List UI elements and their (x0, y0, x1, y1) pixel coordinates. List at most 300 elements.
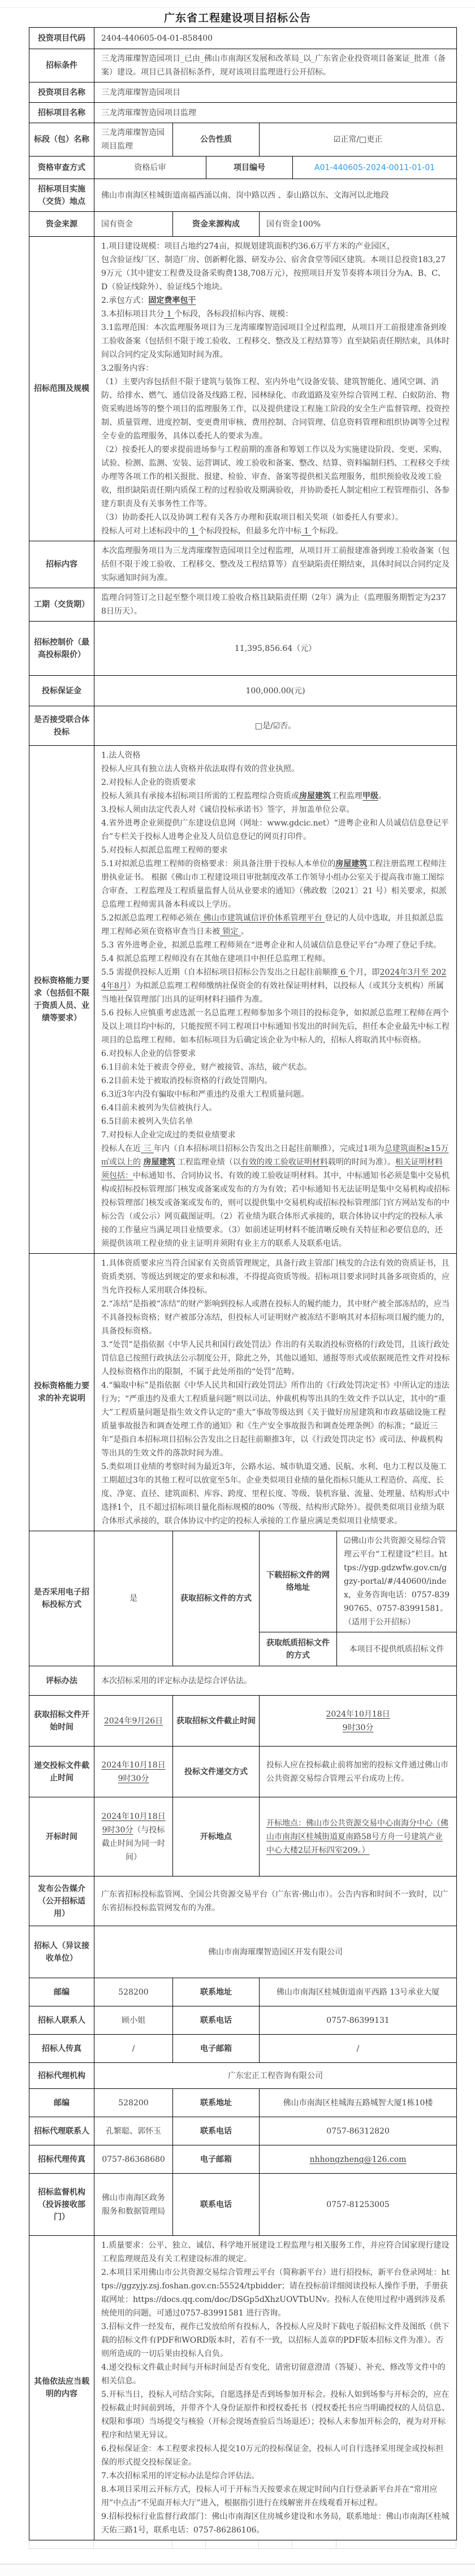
text-run: 包含验证线厂区、制造厂房、创新孵化器、研发办公、宿舍食堂等园区建筑。本项目总投资183,279万元（其中建安工程费及设备采购费138,708万元），按照项目开发节奏将本项目分为A、B、C、D（验证线除外）、验证线5个地块。 (101, 255, 446, 292)
table-row (29, 2035, 457, 2063)
text-run: 投资项目代码 (38, 33, 85, 43)
text-run: 1 (188, 527, 198, 536)
row-value (260, 2006, 457, 2035)
text-run: 三龙湾璀璨智造园项目监理 (101, 108, 196, 118)
row-label (29, 157, 94, 179)
text-run: 招标内容 (46, 560, 77, 569)
ghost-cell (94, 2540, 172, 2549)
text-run: 。 (378, 792, 386, 801)
text-run: 佛山市南海区桂城街道南福西涌以南、岗中路以西 、泰山路以东、文海河以北地段 (101, 190, 389, 200)
row-label (173, 2117, 260, 2145)
text-run: 联系电话 (200, 2126, 232, 2136)
table-row (29, 82, 457, 103)
text-run: 5.2拟派总监理工程师必须在 (101, 914, 201, 923)
row-value (94, 157, 206, 179)
row-label (29, 2063, 94, 2089)
text-run: / (132, 2044, 135, 2053)
row-label (173, 2145, 260, 2174)
row-value (94, 1531, 173, 1666)
ghost-row (29, 2540, 456, 2549)
row-label (206, 157, 293, 179)
text-run: 佛山市建筑诚信评价体系管理平台 (201, 914, 325, 923)
row-value (94, 1876, 457, 1926)
text-run[interactable]: nhhongzheng@126.com (309, 2154, 407, 2164)
text-run: 招标人传真 (42, 2044, 81, 2053)
text-run: 房屋建筑 (299, 792, 331, 801)
text-run: 9.招标投标行业监督行政部门：佛山市南海区住房城乡建设和水务局，联系地址：佛山市南海区桂城天佑三路1号，联系电话：0757-86286106。 (101, 2512, 450, 2535)
row-value (94, 2063, 457, 2089)
text-run[interactable]: A01-440605-2024-0011-01-01 (314, 163, 435, 172)
text-run: 电子邮箱 (200, 2154, 232, 2164)
table-row (29, 1926, 457, 1978)
text-run: 国有资金 (101, 219, 133, 229)
row-label (29, 622, 94, 676)
table-row (29, 2174, 457, 2236)
text-run: 1.具体资质要求应当符合国家有关资质管理规定，具备行政主管部门核发的合法有效的资质证书，且资质类别、等级达到规定的要求和标准，不得提高资质等级。招标项目要求同时具备多项资质的，应当允许投标人采用联合体投标。 (101, 1259, 450, 1295)
text-run: 个标段投标，但最多允许中标 (198, 527, 301, 536)
row-label (173, 2006, 260, 2035)
text-run: 资金来源构成 (192, 219, 240, 229)
text-run: 获取招标文件截止时间 (176, 1716, 256, 1726)
text-run: 2024年9月26日 (103, 1716, 163, 1726)
table-row (29, 2236, 457, 2540)
ghost-cell (259, 2540, 292, 2549)
text-run: 递交投标文件截止时间 (34, 1761, 89, 1783)
row-label (29, 2174, 94, 2236)
row-value (94, 2035, 173, 2063)
footer-divider (0, 2564, 475, 2576)
row-value (94, 746, 457, 1254)
text-run: 8.本项目采用云开标方式，投标人可于开标当天按要求在规定时间内自行登录新平台并在“常用应用”中点击“不见面开标大厅”进入，根据指引进行在线解密并在线观看开标过程。 (101, 2485, 438, 2508)
row-value (94, 1926, 457, 1978)
table-row (29, 622, 457, 676)
text-run: （3）协助委托人以及协调工程有关各方办理和获取项目相关奖项（如委托人有要求）。 (101, 513, 403, 522)
row-value (94, 28, 457, 49)
text-run: 有效的竣工验收证明材料 (240, 1158, 328, 1167)
table-row (29, 1747, 457, 1797)
row-label (29, 588, 94, 622)
text-run: 2024年10月18日 (326, 1709, 390, 1719)
row-label (29, 541, 94, 588)
page-title: 广东省工程建设项目招标公告 (163, 12, 311, 24)
row-label (173, 1696, 260, 1747)
text-run: 9时30分 (342, 1723, 374, 1732)
text-run: / (356, 2044, 360, 2053)
table-row (29, 2006, 457, 2035)
text-run: 528200 (118, 2098, 149, 2108)
text-run: 佛山市南海区政务服务和数据管理局 (102, 2193, 165, 2216)
row-label (29, 1926, 94, 1978)
text-run: 招标项目实施（交货）地点 (38, 184, 85, 206)
row-value (94, 541, 457, 588)
text-run: 监理合同签订之日起至整个项目竣工验收合格且缺陷责任期（2年）满为止（监理服务期暂定为2378日历天）。 (101, 593, 446, 616)
text-run: 投资项目名称 (38, 88, 85, 97)
table-row (29, 212, 457, 237)
text-run: 工程注册监理工程师注册执业证书。 根据《佛山市工程建设项目审批制度改革工作领导小组办公室关于提高我市施工图综合审查、工程监理及工程质量监督人员从业要求的通知》（佛政数〔2021〕21 号）相关要求，拟派总监理工程师需具备本科或以上学历。 (101, 859, 447, 909)
row-value (260, 1747, 457, 1797)
table-row (29, 2145, 457, 2174)
text-run: 6.2目前未处于被取消投标资格的行政处罚期内。 (101, 1076, 273, 1085)
text-run: 100,000.00(元) (245, 686, 305, 696)
announcement-table-body (29, 28, 457, 2540)
text-run: 招标代理联系人 (34, 2126, 89, 2136)
row-value (260, 2089, 457, 2117)
text-run: 项目编号 (234, 163, 265, 172)
text-run: 获取招标文件开始时间 (34, 1710, 89, 1732)
row-value (94, 1666, 457, 1696)
text-run: 投标资格能力要求的补充说明 (34, 1382, 89, 1403)
text-run: 房屋建筑 (335, 859, 368, 868)
text-run: 其他依法应当载明的内容 (34, 2377, 89, 2399)
text-run: 下载招标文件的网络地址 (266, 1571, 330, 1592)
text-run: 投标人在近 (101, 1144, 141, 1153)
row-label (29, 2006, 94, 2035)
text-run: 联系地址 (200, 2098, 232, 2108)
text-run: 5.4 拟派总监理工程师没有在其他在建项目中担任总监理工程师。 (101, 954, 330, 963)
text-run: 投标资格能力要求（包括但不限于资质人员、业绩等要求） (34, 976, 89, 1023)
text-run: 邮编 (54, 2098, 70, 2108)
table-row (29, 28, 457, 49)
text-run: 4.“骗取中标”是指依据《中华人民共和国行政处罚法》所作出的《行政处罚决定书》中所认定的违法行为；“严重违约及重大工程质量问题”则以司法、仲裁机构等出具的生效文件予以认定，其中的“重大”工程质量问题是指生效文件认定的“重大”事故等级达到《关于做好房屋建筑和市政基础设施工程质量事故报告和调查处理工作的通知》和《生产安全事故报告和调查处理条例》的标准；“最近三年”是指自本招标项目招标公告发出之日起往前顺推3年，以《行政处罚决定书》或司法、仲裁机构等出具的生效文件的落款时间为准。 (101, 1381, 450, 1458)
ghost-cell (336, 2540, 456, 2549)
text-run: 三龙湾璀璨智造园项目 (101, 88, 180, 97)
text-run: 三龙湾璀璨智造园项目监理 (101, 128, 165, 151)
text-run: 招标代理机构 (38, 2071, 85, 2080)
text-run: 3.投标人须由法定代表人对《诚信投标承诺书》签字，并加盖单位公章。 (101, 805, 355, 814)
row-label (29, 1876, 94, 1926)
text-run: 国有资金100% (266, 219, 321, 229)
text-run: 11,395,856.64（元） (234, 644, 317, 653)
row-value (94, 103, 457, 123)
table-row (29, 49, 457, 82)
text-run: 工程监理业绩（以 (175, 1158, 241, 1167)
table-row (29, 103, 457, 123)
row-value (94, 123, 173, 157)
text-run: 资格后审 (134, 163, 166, 172)
table-row (29, 588, 457, 622)
text-run: 开标时间 (46, 1832, 77, 1841)
text-run: 获取招标文件的方式 (180, 1594, 252, 1603)
row-value (94, 2089, 173, 2117)
row-value (260, 2117, 457, 2145)
text-run: 3.“处罚”是指依据《中华人民共和国行政处罚法》作出的有关取消投标资格的行政处罚，且该行政处罚信息已按照行政执法公示制度公开，除此之外，其他以通知、通报等形式或依据规范性文件对投标人投标资格作出的限制，不属于此处所指的“处罚”范畴。 (101, 1340, 450, 1376)
text-run: 6.3近3年内没有骗取中标和严重违约及重大工程质量问题。 (101, 1090, 309, 1099)
table-row (29, 676, 457, 706)
text-run: 0757-86399131 (326, 2015, 390, 2025)
text-run: 个月，即 (348, 968, 380, 977)
text-run: 佛山市南海区桂城海五路城智大厦1栋10楼 (283, 2098, 433, 2108)
row-value (94, 2236, 457, 2540)
row-label (29, 82, 94, 103)
text-run: 本次招标采用的评定标办法是综合评估法。 (101, 1676, 252, 1686)
row-label (29, 706, 94, 746)
text-run: 1 (164, 310, 175, 319)
text-run: 招标人联系人 (38, 2015, 85, 2025)
text-run: 总建筑面积≥15万㎡或以上的 (101, 1144, 449, 1167)
text-run: 广东省招标投标监管网、全国公共资源交易平台（广东省·佛山市）。公告内容和时间不一致时，以广东省招标投标监管网发布的为准。 (101, 1889, 448, 1913)
text-run: 招标控制价（最高投标限价） (34, 637, 89, 659)
text-run: 开标地点：佛山市公共资源交易中心南海分中心（佛山市南海区桂城街道夏南路58号方舟一号建筑产业中心大楼2层开标四室209。） (266, 1818, 448, 1855)
text-run: ）为拟派总监理工程师缴纳社保资金的有效社保证明材料，以投标人（或其分支机构）所属当地社保管理部门出具的证明材料扫描件为准。 (101, 981, 444, 1004)
text-run: 招标范围及规模 (34, 384, 89, 393)
row-label (173, 212, 260, 237)
text-run: 佛山市南海璀璨智造园区开发有限公司 (208, 1947, 343, 1957)
text-run: ☑佛山市公共资源交易综合管理云平台“工程建设”栏目。https://ygp.gdzwfw.gov.cn/ggzy-portal/#/440600/index，业务咨询电话：0757-83990765、0757-83991581。（适用于公开招标） (344, 1536, 450, 1627)
text-run: 0757-86312820 (326, 2126, 390, 2136)
row-value (94, 2174, 173, 2236)
row-label (29, 2145, 94, 2174)
text-run: 6.投标保证金：本工程要求投标人提交10万元的投标保证金，投标人可自行选择采用现金或投标担保的形式提交投标保证金。 (101, 2444, 444, 2467)
text-run: 中标通知书、合同协议书、有效的竣工验收证明材料。其中，中标通知书必须是集中交易机构或招标投标管理部门核发或备案或发布的方为有效；若中标通知书无法证明是集中交易机构或招标投标管理部门核发或备案或发布的，则可以提供集中交易机构或招标投标管理部门官方网站发布的中标公告（或公示）网页截图证明。（2）若业绩为联合体形式承接的，联合体协议中约定的投标人承接的工作量应当满足项目业绩要求。（3）如前述证明材料不能清晰反映有关特征和必要信息的，还须提供该项工程业绩的业主证明并须附有业主方的联系人及联系电话。 (101, 1171, 450, 1248)
text-run: 是否接受联合体投标 (34, 715, 89, 737)
row-value (94, 49, 457, 82)
table-row (29, 1797, 457, 1876)
row-label (29, 1747, 94, 1797)
row-label (173, 1531, 260, 1666)
text-run: 1.质量要求：公平、独立、诚信、科学地开展建设工程监理与相关服务工作，并应符合国家现行建设工程监理规范及有关工程建设标准的规定。 (101, 2241, 450, 2264)
row-value (94, 2117, 173, 2145)
text-run: 2024年3月至 2024年8月 (101, 968, 447, 991)
text-run: 顾小姐 (122, 2015, 145, 2025)
agency-email-link[interactable] (260, 2145, 457, 2174)
table-row (29, 2063, 457, 2089)
text-run: 4.省外进粤企业须提供广东建设信息网（网址：www.gdcic.net）“进粤企业和人员诚信信息登记平台”专栏关于投标人进粤企业及人员信息登记的网页打印件。 (101, 819, 449, 841)
table-row (29, 157, 457, 179)
row-value (94, 212, 173, 237)
row-label (173, 2174, 260, 2236)
text-run: 6.5目前未被列入失信名单 (101, 1117, 193, 1126)
table-row (29, 1696, 457, 1747)
row-label (29, 2035, 94, 2063)
row-value (94, 1978, 173, 2006)
row-value (260, 1978, 457, 2006)
row-label (173, 2089, 260, 2117)
table-row (29, 237, 457, 541)
text-run: 1.法人资格 (101, 751, 141, 760)
row-label (173, 1747, 260, 1797)
text-run: 三龙湾璀璨智造园项目_已由_佛山市南海区发展和改革局_以_广东省企业投资项目备案证_批准（备案）建设。项目已具备招标条件，现对该项目监理进行公开招标。 (101, 54, 446, 77)
text-run: 佛山市南海区桂城街道南平西路 13号承业大厦 (276, 1987, 440, 1997)
text-run: 7.本次招标采用的评定标办法是综合评估法。 (101, 2471, 260, 2481)
row-label (29, 103, 94, 123)
text-run: 2404-440605-04-01-858400 (101, 33, 213, 43)
text-run: 三 (141, 1144, 154, 1153)
text-run: 开标地点 (200, 1832, 232, 1841)
text-run: 。 (240, 927, 249, 936)
ghost-cell (172, 2540, 206, 2549)
row-label (173, 1978, 260, 2006)
text-run: 固定费率包干 (148, 296, 196, 305)
text-run: 6.4目前未被列为失信被执行人。 (101, 1104, 217, 1113)
tender-announcement-table (29, 27, 457, 2540)
text-run: 个标段，各标段招标内容、规模： (174, 310, 293, 319)
text-run: 3.1监理范围：本次监理服务项目为三龙湾璀璨智造园项目全过程监理，从项目开工前报建准备到竣工验收备案（包括但不限于竣工验收、工程移交、整改及工程结算等）直至缺陷责任期结束，具体时间以合同约定及实际通知时间为准。 (101, 323, 450, 359)
text-run: 1 (301, 527, 312, 536)
row-label (29, 212, 94, 237)
text-run: 是 (129, 1594, 137, 1603)
text-run: 投标人应在投标截止前将加密的投标文件通过佛山市公共资源交易综合管理云平台成功上传。 (266, 1760, 448, 1783)
text-run: 投标文件递交方式 (184, 1767, 248, 1776)
row-value (260, 2035, 457, 2063)
row-value (94, 706, 457, 746)
row-label (29, 1254, 94, 1531)
text-run: 登记的人员中选取，并且拟派总监理工程师必须在资格审查当日未被 (101, 914, 444, 936)
row-label (29, 746, 94, 1254)
text-run: 房屋建筑 (143, 1158, 175, 1167)
row-value (94, 2006, 173, 2035)
row-value (94, 1747, 173, 1797)
text-run: 0757-86368680 (102, 2154, 165, 2164)
row-label (29, 676, 94, 706)
text-run: 招标项目名称 (38, 108, 85, 118)
text-run: 锁定 (220, 927, 241, 936)
text-run: 5.1对拟派总监理工程师的资格要求：须具备注册于投标人本单位的 (101, 859, 336, 868)
text-run: 3.招标文件一经发布，视作已发放给所有投标人，各投标人应及时下载电子版招标文件及图纸（供下载的招标文件有PDF和WORD版本时，若有不一致，以招标人盖章的PDF版本招标文件为准）。否则所造成的一切后果由投标人自负。 (101, 2322, 450, 2358)
table-row (29, 746, 457, 1254)
table-row (29, 2117, 457, 2145)
text-run: 甲级 (362, 792, 378, 801)
row-value (94, 676, 457, 706)
row-label (173, 123, 260, 157)
text-run: 1.项目建设规模：项目占地约274亩，拟规划建筑面积约36.6万平方米的产业园区， (101, 242, 395, 251)
row-value (94, 588, 457, 622)
row-value (94, 237, 457, 541)
table-row (29, 1978, 457, 2006)
text-run: 联系电话 (200, 2200, 232, 2209)
table-row (29, 1666, 457, 1696)
text-run: 联系电话 (200, 2015, 232, 2025)
row-label (29, 1531, 94, 1666)
text-run: 是否采用电子招标投标方式 (34, 1588, 89, 1609)
row-label (260, 1632, 337, 1666)
text-run: 广东宏正工程咨询有限公司 (228, 2071, 323, 2080)
row-label (29, 179, 94, 212)
row-label (29, 1797, 94, 1876)
text-run: （1）主要内容包括但不限于建筑与装饰工程、室内外电气设备安装、建筑智能化、通风空调、消防、给排水、燃气、通信设备及线路工程、园林绿化、市政道路及室外综合管网工程、白蚁防治、物资采购进场等的整个项目的监理服务工作，以及提供建设工程施工阶段的安全生产监督管理、投资控制、质量管理、进度控制、变更费用审核、费用控制、合同管理、信息资料管理和组织协调等全过程全专业的监理服务，具体以委托人的要求为准。 (101, 377, 450, 441)
text-run: 0757-81253005 (326, 2200, 390, 2209)
row-value (260, 212, 457, 237)
text-run: 5.5 需提供投标人近期（自本招标项目招标公告发出之日起往前顺推 (101, 968, 338, 977)
text-run: 2.对投标人企业的资质要求 (101, 778, 196, 787)
text-run: 相关证明材料须包括： (101, 1158, 443, 1180)
row-value (94, 2145, 173, 2174)
text-run: 投标人须具有承接本招标项目所需的工程监理综合资质或 (101, 792, 299, 801)
text-run: 6.1目前未处于被责令停业，财产被接管、冻结，破产状态。 (101, 1063, 312, 1072)
row-label (29, 2236, 94, 2540)
text-run: 邮编 (54, 1987, 70, 1997)
row-label (173, 2035, 260, 2063)
text-run: 2024年10月18日9时30分 (101, 1812, 166, 1835)
row-value (260, 2174, 457, 2236)
text-run: 2.“冻结”是指被“冻结”的财产影响到投标人或潜在投标人的履约能力，其中财产被全部冻结的，应当不具备投标资格；财产被部分冻结，但投标人可证明财产被冻结不影响其对本招标项目履约能力的，具备投标资格。 (101, 1300, 450, 1336)
text-run: 7.对投标人企业完成过的类似业绩要求 (101, 1131, 236, 1140)
top-divider (0, 7, 475, 8)
text-run: 工期（交货期） (34, 600, 89, 609)
text-run: 标段（包）名称 (34, 135, 89, 144)
text-run: （2）按委托人的要求提前进场参与工程前期的准备和筹划工作以及为实施建设阶段、变更、采购、试验、检测、监测、安装、运营调试、竣工验收和备案、整改、结算、资料编制归档、工程移交手续办理等各项工作的相关报批、报建、检验、审查、备案等提供相关监理服务，组织预验收及竣工验收，组织缺陷责任期内质保工程的过程验收及期满验收，并协助委托人制定相应工程管理指引、各参建方职责及有关事务性工作等。 (101, 445, 450, 509)
table-row (29, 123, 457, 157)
row-label (29, 1696, 94, 1747)
text-run: 2.本项目采用佛山市公共资源交易综合管理云平台（简称新平台）进行招投标，新平台登录网址：https://ggzyjy.zsj.foshan.gov.cn:55524/tpbidder；请在投标前详细阅读投标人操作手册，手册获取网址：https://docs.qq.com/doc/DSGp5dXhzUOVTbUNv。投标人在使用过程中遇到涉及系统使用的问题，可通过0757-83991581 进行咨询。 (101, 2268, 450, 2318)
row-value (337, 1632, 457, 1666)
text-run: 5.类似项目业绩的考察时间为最近3年，公路水运、城市轨道交通、民航、水利、电力工程以及施工工期超过3年的其他工程可以放宽至5年。企业类似项目业绩的量化指标只能从工程造价、高度、长度、净宽、直径、建筑面积、库容、跨度、里程长度、等级、装机容量、流量、处理量、结构形式中选择1个，且不超过招标项目量化指标规模的80%（等级、结构形式除外）。提供类似项目业绩为联合体形式承接的，联合体协议中约定的投标人承接的工作量应满足类似项目业绩要求。 (101, 1462, 450, 1526)
row-value (337, 1531, 457, 1632)
text-run: 个标段。 (311, 527, 343, 536)
table-row (29, 1876, 457, 1926)
table-row (29, 706, 457, 746)
text-run: 招标人（异议接收单位） (34, 1941, 89, 1963)
text-run: ☑正常/□更正 (333, 135, 383, 144)
text-run: 评标办法 (46, 1676, 77, 1686)
text-run: 5.对投标人拟派总监理工程师的要求 (101, 846, 228, 855)
text-run: 电子邮箱 (200, 2044, 232, 2053)
text-run: 年内（自本招标项目招标公告发出之日起往前顺推），完成过1项为 (153, 1144, 385, 1153)
row-value (94, 179, 457, 212)
row-value (94, 1696, 173, 1747)
row-label (29, 123, 94, 157)
text-run: 资格审查方式 (38, 163, 85, 172)
text-run: 工程监理 (331, 792, 362, 801)
row-label (260, 1531, 337, 1632)
text-run: 5.开标当日，投标人可结合实际，自愿选择是否到场参加开标会。投标人如到场参与开标会的，应在投标截止时间前到场，并带齐个人身份证原件和授权委托书（授权委托书应当明确授权的人员信息、权限和事项）当场提交与核验（开标会现场查验后当场退还）；投标人未参加开标会的，视为对开标程序和结果无异议。 (101, 2390, 450, 2440)
row-value (260, 123, 457, 157)
text-run: 招标代理传真 (38, 2154, 85, 2164)
text-run: 招标监督机构（投诉接收部门） (38, 2187, 85, 2222)
ghost-cell (29, 2540, 94, 2549)
text-run: 招标条件 (46, 61, 77, 70)
text-run: □是/☑否。 (254, 721, 296, 731)
text-run: 3.2服务内容： (101, 364, 154, 373)
text-run: 获取纸质招标文件的方式 (266, 1638, 330, 1660)
text-run: 528200 (118, 1987, 149, 1997)
row-value (94, 1254, 457, 1531)
text-run: 本项目不提供纸质招标文件 (349, 1644, 444, 1654)
table-row (29, 179, 457, 212)
text-run: 资金来源 (46, 219, 77, 229)
text-run: 5.6 投标人应慎重考虑选派一名总监理工程师参加多个项目的投标竞争，如拟派总监理工程师在两个及以上项目均中标的，只能按照不同工程项目中标通知书发出的时间先后，担任本企业最先中标工程项目的总监理工程师。如本招标项目为后确定该企业为中标人的，招标人将取消其中标资格。 (101, 1009, 450, 1045)
text-run: 4.递交投标文件截止时间与开标时间是否有变化，请密切留意澄清（答疑）、补充、修改等文件中的相关信息。 (101, 2363, 446, 2386)
row-value (94, 82, 457, 103)
text-run: 6.对投标人企业的信誉要求 (101, 1049, 196, 1058)
row-label (29, 2089, 94, 2117)
text-run: （与投标截止时间为同一时间） (102, 1825, 165, 1862)
table-row (29, 1254, 457, 1531)
text-run: 2.承包方式： (101, 296, 149, 305)
table-row (29, 541, 457, 588)
table-row (29, 1531, 457, 1632)
row-label (29, 28, 94, 49)
text-run: 投标保证金 (42, 686, 81, 696)
text-run: 孔繁聪、郭怀玉 (106, 2126, 161, 2136)
row-label (29, 1666, 94, 1696)
text-run: 本次监理服务项目为三龙湾璀璨智造园项目全过程监理，从项目开工前报建准备到竣工验收备案（包括但不限于竣工验收、工程移交、整改及工程结算等）直至缺陷责任期结束，具体时间以合同约定及实际通知时间为准。 (101, 546, 450, 583)
row-label (29, 237, 94, 541)
text-run: 发布公告媒介（公开招标适用） (38, 1884, 85, 1918)
text-run: 载明的时间为准）。 (327, 1158, 395, 1167)
text-run: 投标人应具有独立法人资格并依法取得有效的营业执照。 (101, 764, 299, 774)
row-value (260, 1696, 457, 1747)
ghost-cell (206, 2540, 259, 2549)
text-run: 联系地址 (200, 1987, 232, 1997)
row-label (173, 1797, 260, 1876)
text-run: 公告性质 (200, 135, 232, 144)
row-value (260, 1797, 457, 1876)
row-value (94, 622, 457, 676)
text-run: 5.3 省外进粤企业，拟派总监理工程师须在“进粤企业和人员诚信信息登记平台”办理了登记手续。 (101, 941, 442, 950)
row-label (29, 49, 94, 82)
row-value (94, 1797, 173, 1876)
project-number-link[interactable] (293, 157, 457, 179)
